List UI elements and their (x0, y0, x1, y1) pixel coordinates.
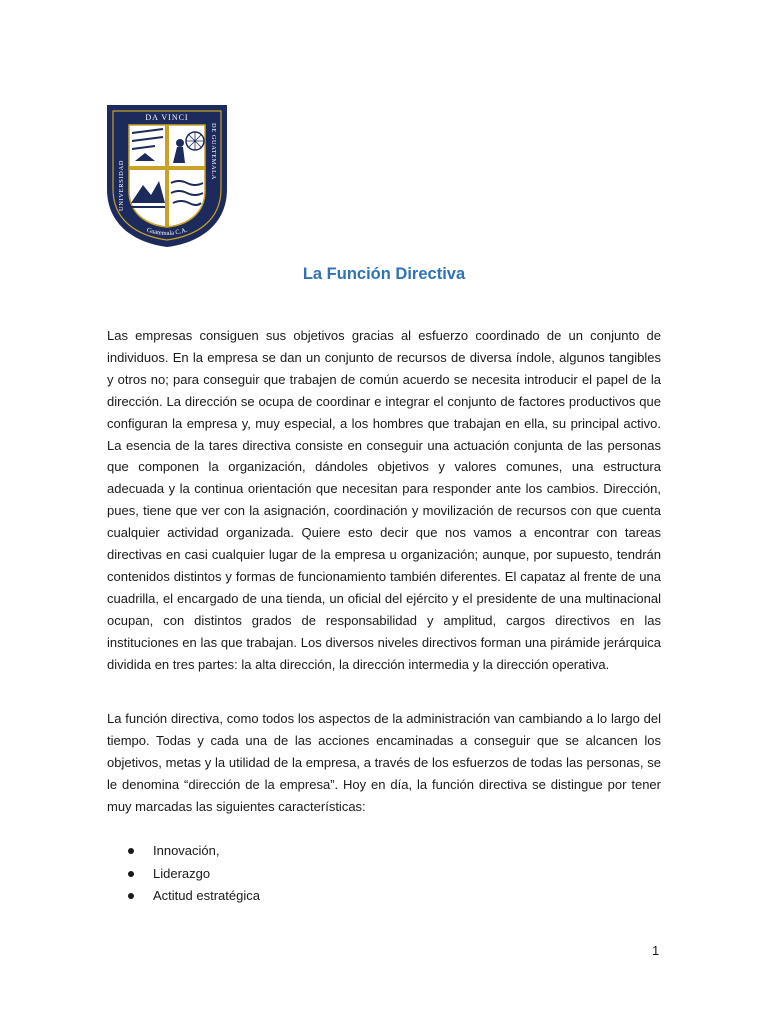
bullet-icon (128, 871, 134, 877)
list-item (126, 885, 260, 908)
university-logo (105, 103, 229, 249)
list-item (126, 863, 260, 886)
paragraph-function: La función directiva, como todos los aspectos de la administración van cambiando a lo largo del tiempo. Todas y cada una de las acciones encaminadas a conseguir que se alcancen los objetivos, metas y la utilidad de la empresa, a través de los esfuerzos de todas las personas, se le denomina “dirección de la empresa”. Hoy en día, la función directiva se distingue por tener muy marcadas las siguientes características: (107, 711, 661, 814)
logo-right-text: DE GUATEMALA (210, 123, 217, 180)
list-item-text: Actitud estratégica (153, 888, 260, 903)
characteristics-list (126, 840, 260, 908)
paragraph-intro: Las empresas consiguen sus objetivos gracias al esfuerzo coordinado de un conjunto de individuos. En la empresa se dan un conjunto de recursos de diversa índole, algunos tangibles y otros no; para conseguir que trabajen de común acuerdo se necesita introducir el papel de la dirección. La dirección se ocupa de coordinar e integrar el conjunto de factores productivos que configuran la empresa y, muy especial, a los hombres que trabajan en ella, su principal activo. La esencia de la tares directiva consiste en conseguir una actuación conjunta de las personas que componen la organización, dándoles objetivos y valores comunes, una estructura adecuada y la continua orientación que necesitan para responder ante los cambios. Dirección, pues, tiene que ver con la asignación, coordinación y movilización de recursos con que cuenta cualquier actividad organizada. Quiere esto decir que nos vamos a encontrar con tareas directivas en casi cualquier lugar de la empresa u organización; aunque, por supuesto, tendrán contenidos distintos y formas de funcionamiento también diferentes. El capataz al frente de una cuadrilla, el encargado de una tienda, un oficial del ejército y el presidente de una multinacional ocupan, con distintos grados de responsabilidad y amplitud, cargos directivos en las instituciones en las que trabajan. Los diversos niveles directivos forman una pirámide jerárquica dividida en tres partes: la alta dirección, la dirección intermedia y la dirección operativa. (107, 328, 661, 672)
page-number: 1 (652, 943, 660, 958)
logo-top-text: DA VINCI (145, 113, 189, 122)
list-item (126, 840, 260, 863)
list-item-text: Innovación, (153, 843, 220, 858)
logo-bottom-text: Guatemala C.A. (145, 226, 189, 238)
list-item-text: Liderazgo (153, 865, 211, 881)
document-title: La Función Directiva (302, 265, 466, 283)
bullet-icon (128, 893, 134, 899)
logo-left-text: UNIVERSIDAD (118, 159, 125, 211)
bullet-icon (128, 848, 134, 854)
